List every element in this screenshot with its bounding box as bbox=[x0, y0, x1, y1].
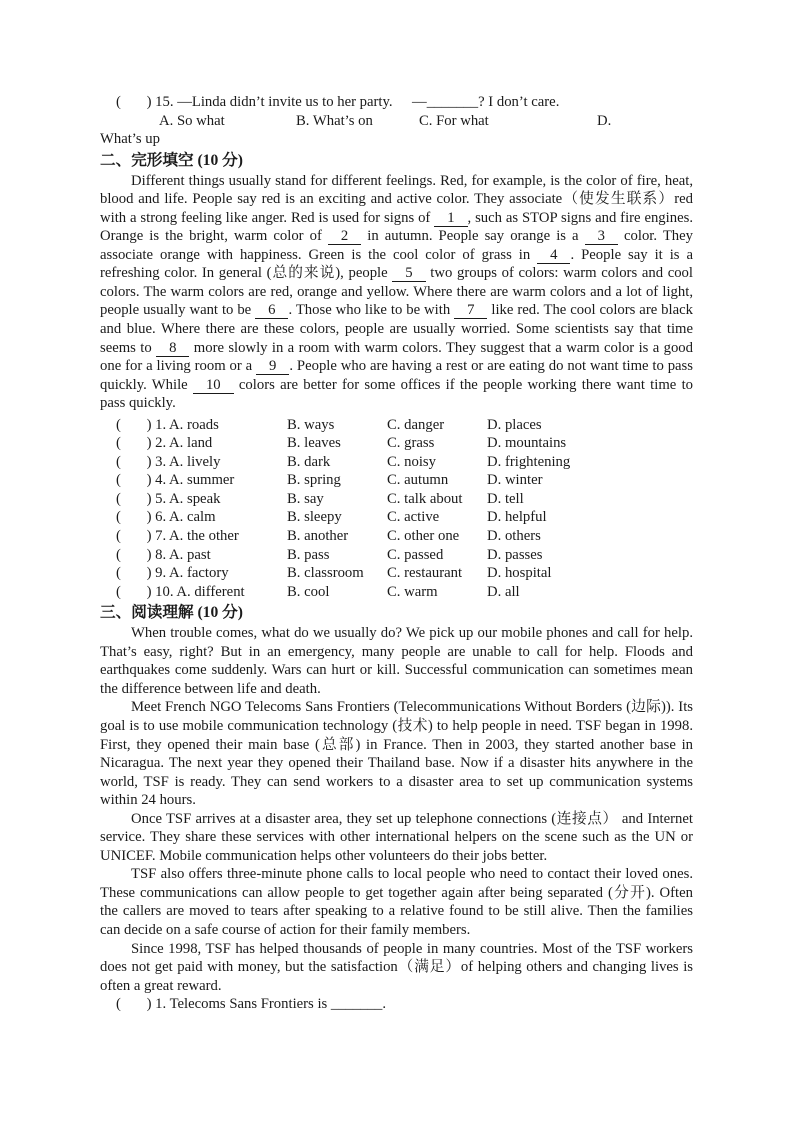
cloze-option-9-d: D. hospital bbox=[487, 565, 552, 582]
cloze-blank-1: 1 bbox=[434, 210, 467, 227]
cloze-option-1-a: ( ) 1. A. roads bbox=[116, 416, 219, 433]
section-cloze-heading: 二、完形填空 (10 分) bbox=[100, 151, 243, 169]
cloze-blank-7: 7 bbox=[454, 302, 487, 319]
cloze-option-7-d: D. others bbox=[487, 528, 541, 545]
reading-paragraph-2: Meet French NGO Telecoms Sans Frontiers (Telecommunications Without Borders (边际)). Its goal is to use mobile communication technology (技术) to help people in need. TSF began in 1998. First, they opened their main base (总部) in France. Then in 2003, they started another base in Nicaragua. The next year they opened their Thailand base. Now if a disaster hits anywhere in the world, TSF is ready. They can send workers to a disaster area to set up communication systems within 24 hours. bbox=[100, 699, 693, 809]
cloze-options-table bbox=[100, 416, 693, 601]
reading-paragraph-3: Once TSF arrives at a disaster area, they set up telephone connections (连接点） and Internet service. They share these services with other international helpers on the scene such as the UN or UNICEF. Mobile communication helps other volunteers do their jobs better. bbox=[100, 810, 693, 864]
cloze-option-10-a: ( ) 10. A. different bbox=[116, 583, 245, 600]
cloze-option-6-c: C. active bbox=[387, 509, 440, 526]
cloze-option-10-c: C. warm bbox=[387, 583, 438, 600]
cloze-option-1-b: B. ways bbox=[287, 416, 335, 433]
cloze-blank-8: 8 bbox=[156, 340, 189, 357]
cloze-option-5-c: C. talk about bbox=[387, 490, 463, 507]
cloze-option-2-b: B. leaves bbox=[287, 435, 341, 452]
cloze-blank-10: 10 bbox=[193, 377, 234, 394]
cloze-option-row-4 bbox=[100, 471, 693, 490]
question-15-option-d: D. bbox=[597, 112, 612, 129]
section-reading-heading: 三、阅读理解 (10 分) bbox=[100, 604, 243, 622]
cloze-passage: Different things usually stand for different feelings. Red, for example, is the color of fire, heat, blood and life. People say red is an exciting and active color. They associate（使发生联系）red with a strong feeling like anger. Red is used for signs of 1 , such as STOP signs and fire engines. Orange is the bright, warm color of 2 in autumn. People say orange is a 3 color. They associate orange with happiness. Green is the cool color of grass in 4 . People say it is a refreshing color. In general (总的来说), people 5 two groups of colors: warm colors and cool colors. The warm colors are red, orange and yellow. Where there are warm colors and a lot of light, people usually want to be 6 . Those who like to be with 7 like red. The cool colors are black and blue. Where there are these colors, people are usually worried. Some scientists say that time seems to 8 more slowly in a room with warm colors. They suggest that a warm color is a good one for a living room or a 9 . People who are having a rest or are eating do not want time to pass quickly. While 10 colors are better for some offices if the people working there want time to pass quickly. bbox=[100, 172, 693, 412]
cloze-option-4-d: D. winter bbox=[487, 472, 543, 489]
cloze-option-1-c: C. danger bbox=[387, 416, 445, 433]
cloze-option-5-a: ( ) 5. A. speak bbox=[116, 490, 221, 507]
cloze-option-7-c: C. other one bbox=[387, 528, 460, 545]
cloze-option-8-a: ( ) 8. A. past bbox=[116, 546, 211, 563]
cloze-option-3-b: B. dark bbox=[287, 453, 331, 470]
reading-paragraph-1: When trouble comes, what do we usually do? We pick up our mobile phones and call for help. That’s easy, right? But in an emergency, many people are unable to call for help. Floods and earthquakes come suddenly. Wars can hurt or kill. Successful communication can sometimes mean the difference between life and death. bbox=[100, 625, 693, 697]
cloze-blank-3: 3 bbox=[585, 228, 618, 245]
cloze-option-4-c: C. autumn bbox=[387, 472, 449, 489]
cloze-option-3-a: ( ) 3. A. lively bbox=[116, 453, 221, 470]
cloze-option-2-d: D. mountains bbox=[487, 435, 567, 452]
question-15-option-d-overflow: What’s up bbox=[100, 131, 160, 148]
cloze-option-row-2 bbox=[100, 434, 693, 453]
question-15-block bbox=[100, 93, 693, 149]
cloze-option-row-10 bbox=[100, 583, 693, 602]
cloze-option-4-b: B. spring bbox=[287, 472, 341, 489]
cloze-option-row-7 bbox=[100, 527, 693, 546]
cloze-blank-4: 4 bbox=[537, 247, 570, 264]
cloze-option-row-6 bbox=[100, 508, 693, 527]
question-15-reply: —_______? I don’t care. bbox=[412, 94, 560, 110]
reading-passage bbox=[100, 624, 693, 995]
reading-paragraph-5: Since 1998, TSF has helped thousands of people in many countries. Most of the TSF workers does not get paid with money, but the satisfaction（满足）of helping others and changing lives is often a great reward. bbox=[100, 940, 693, 994]
cloze-option-8-c: C. passed bbox=[387, 546, 444, 563]
cloze-option-7-a: ( ) 7. A. the other bbox=[116, 528, 239, 545]
cloze-option-10-b: B. cool bbox=[287, 583, 330, 600]
cloze-option-7-b: B. another bbox=[287, 528, 349, 545]
cloze-option-8-b: B. pass bbox=[287, 546, 330, 563]
cloze-option-6-b: B. sleepy bbox=[287, 509, 342, 526]
cloze-blank-5: 5 bbox=[392, 265, 425, 282]
question-15-options-row bbox=[100, 112, 693, 131]
cloze-option-6-d: D. helpful bbox=[487, 509, 547, 526]
cloze-option-5-b: B. say bbox=[287, 490, 324, 507]
cloze-option-8-d: D. passes bbox=[487, 546, 543, 563]
cloze-option-row-9 bbox=[100, 564, 693, 583]
cloze-option-2-a: ( ) 2. A. land bbox=[116, 435, 213, 452]
question-15-line bbox=[100, 93, 693, 112]
cloze-blank-9: 9 bbox=[256, 358, 289, 375]
cloze-option-2-c: C. grass bbox=[387, 435, 435, 452]
cloze-option-4-a: ( ) 4. A. summer bbox=[116, 472, 235, 489]
question-15-option-a: A. So what bbox=[159, 112, 225, 129]
question-15-stem: ( ) 15. —Linda didn’t invite us to her party. bbox=[116, 94, 393, 110]
cloze-option-9-b: B. classroom bbox=[287, 565, 364, 582]
cloze-blank-6: 6 bbox=[255, 302, 288, 319]
cloze-option-row-5 bbox=[100, 490, 693, 509]
cloze-option-3-d: D. frightening bbox=[487, 453, 571, 470]
cloze-option-row-8 bbox=[100, 546, 693, 565]
cloze-option-9-c: C. restaurant bbox=[387, 565, 463, 582]
question-15-option-b: B. What’s on bbox=[296, 112, 373, 129]
cloze-option-1-d: D. places bbox=[487, 416, 542, 433]
cloze-option-10-d: D. all bbox=[487, 583, 520, 600]
cloze-blank-2: 2 bbox=[328, 228, 361, 245]
cloze-option-6-a: ( ) 6. A. calm bbox=[116, 509, 216, 526]
question-15-option-c: C. For what bbox=[419, 112, 489, 129]
cloze-option-row-3 bbox=[100, 453, 693, 472]
reading-question-1: ( ) 1. Telecoms Sans Frontiers is _______. bbox=[116, 996, 386, 1013]
reading-paragraph-4: TSF also offers three-minute phone calls to local people who need to contact their loved ones. These communications can allow people to get together again after being separated (分开). Often the callers are moved to tears after speaking to a relative found to be still alive. Then the families can decide on a safe course of action for their family members. bbox=[100, 866, 693, 938]
cloze-option-3-c: C. noisy bbox=[387, 453, 436, 470]
cloze-option-9-a: ( ) 9. A. factory bbox=[116, 565, 229, 582]
cloze-option-5-d: D. tell bbox=[487, 490, 524, 507]
cloze-option-row-1 bbox=[100, 416, 693, 435]
